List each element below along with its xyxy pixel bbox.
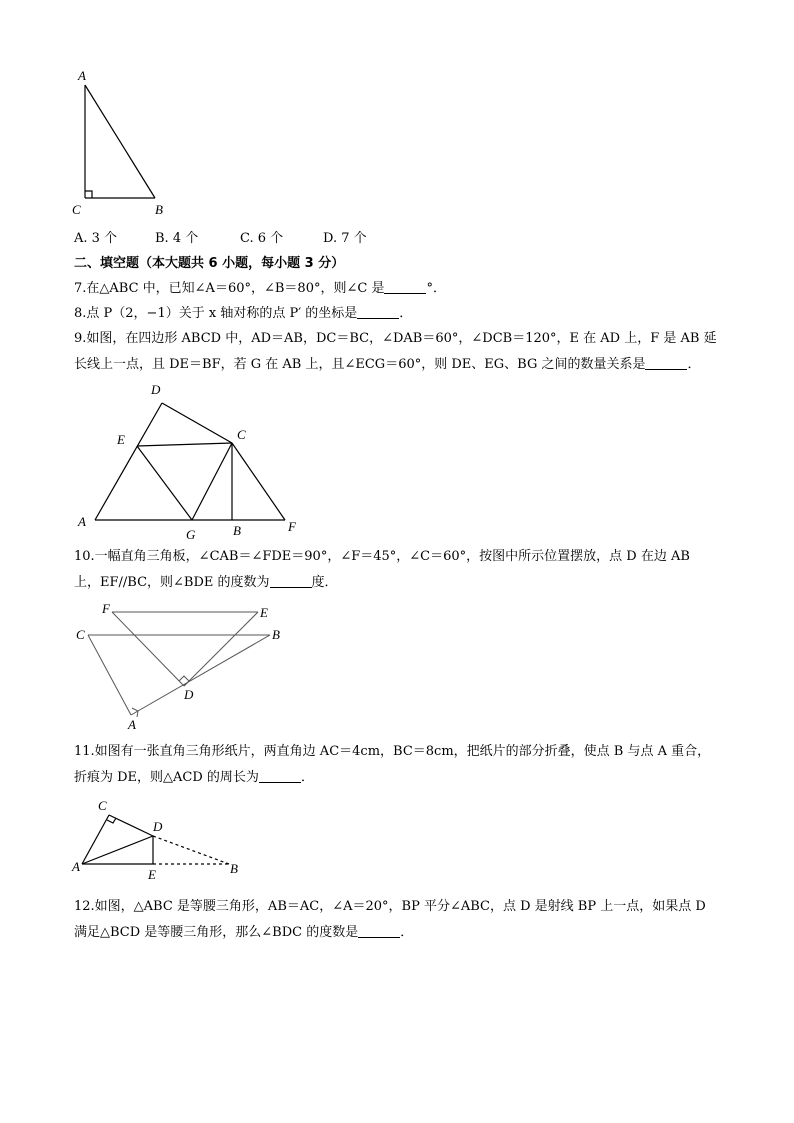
question-12-line-1: 12.如图，△ABC 是等腰三角形，AB＝AC，∠A＝20°，BP 平分∠ABC，点 D 是射线 BP 上一点，如果点 D [74, 899, 706, 914]
fig6-label-c: C [72, 202, 81, 217]
question-12-line-2 [74, 924, 413, 942]
question-8 [74, 305, 412, 323]
q9-figure [0, 380, 794, 545]
fig10-label-c: C [76, 627, 85, 642]
fig9-label-c: C [237, 427, 246, 442]
fig11-label-e: E [148, 867, 156, 882]
fig10-label-e: E [260, 605, 268, 620]
question-9-line-1: 9.如图，在四边形 ABCD 中，AD＝AB，DC＝BC，∠DAB＝60°，∠DCB＝120°，E 在 AD 上，F 是 AB 延 [74, 331, 717, 346]
q6-figure [0, 0, 794, 230]
fig10-label-a: A [128, 717, 136, 732]
fig11-label-a: A [72, 859, 80, 874]
q6-option-a: A. 3 个 [74, 231, 118, 246]
fig9-label-f: F [288, 519, 296, 534]
fig11-label-b: B [230, 861, 238, 876]
answer-blank-7[interactable] [384, 281, 426, 294]
fig6-label-a: A [78, 68, 86, 83]
q10-figure [0, 600, 794, 730]
answer-blank-9[interactable] [645, 357, 687, 370]
fig10-label-d: D [184, 687, 194, 702]
question-7-text: 7.在△ABC 中，已知∠A＝60°，∠B＝80°，则∠C 是 [74, 281, 385, 296]
q6-option-b: B. 4 个 [155, 231, 199, 246]
question-8-text: 8.点 P（2，−1）关于 x 轴对称的点 P′ 的坐标是 [74, 306, 358, 321]
question-7-suffix: °． [426, 281, 446, 296]
question-11-line-2 [74, 769, 314, 787]
fig6-label-b: B [155, 202, 163, 217]
answer-blank-8[interactable] [357, 306, 399, 319]
question-10-text: 上，EF//BC，则∠BDE 的度数为 [74, 575, 270, 590]
q6-option-c: C. 6 个 [240, 231, 284, 246]
answer-blank-11[interactable] [259, 770, 301, 783]
question-12-text: 满足△BCD 是等腰三角形，那么∠BDC 的度数是 [74, 925, 359, 940]
fig9-label-a: A [78, 514, 86, 529]
question-9-text: 长线上一点，且 DE＝BF，若 G 在 AB 上，且∠ECG＝60°，则 DE、EG、BG 之间的数量关系是 [74, 357, 646, 372]
section-2-title: 二、填空题（本大题共 6 小题，每小题 3 分） [74, 256, 345, 271]
fig9-label-g: G [186, 527, 196, 542]
question-11-text: 折痕为 DE，则△ACD 的周长为 [74, 770, 259, 785]
fig9-label-b: B [233, 523, 241, 538]
fig10-label-f: F [102, 601, 110, 616]
question-9-line-2 [74, 356, 700, 374]
question-11-suffix: ． [300, 770, 314, 785]
fig11-label-d: D [153, 819, 163, 834]
question-10-line-2 [74, 574, 338, 592]
q11-figure [0, 800, 794, 880]
q6-option-d: D. 7 个 [323, 231, 367, 246]
question-10-suffix: 度． [311, 575, 338, 590]
answer-blank-10[interactable] [270, 575, 312, 588]
question-12-suffix: ． [400, 925, 414, 940]
question-8-suffix: ． [399, 306, 413, 321]
fig9-label-e: E [117, 432, 125, 447]
question-9-suffix: ． [687, 357, 701, 372]
question-10-line-1: 10.一幅直角三角板，∠CAB＝∠FDE＝90°，∠F＝45°，∠C＝60°，按图中所示位置摆放，点 D 在边 AB [74, 549, 690, 564]
fig10-label-b: B [272, 627, 280, 642]
question-11-line-1: 11.如图有一张直角三角形纸片，两直角边 AC＝4cm，BC＝8cm，把纸片的部分折叠，使点 B 与点 A 重合， [74, 744, 711, 759]
fig11-label-c: C [98, 798, 107, 813]
question-7 [74, 280, 446, 298]
answer-blank-12[interactable] [358, 925, 400, 938]
fig9-label-d: D [151, 382, 161, 397]
